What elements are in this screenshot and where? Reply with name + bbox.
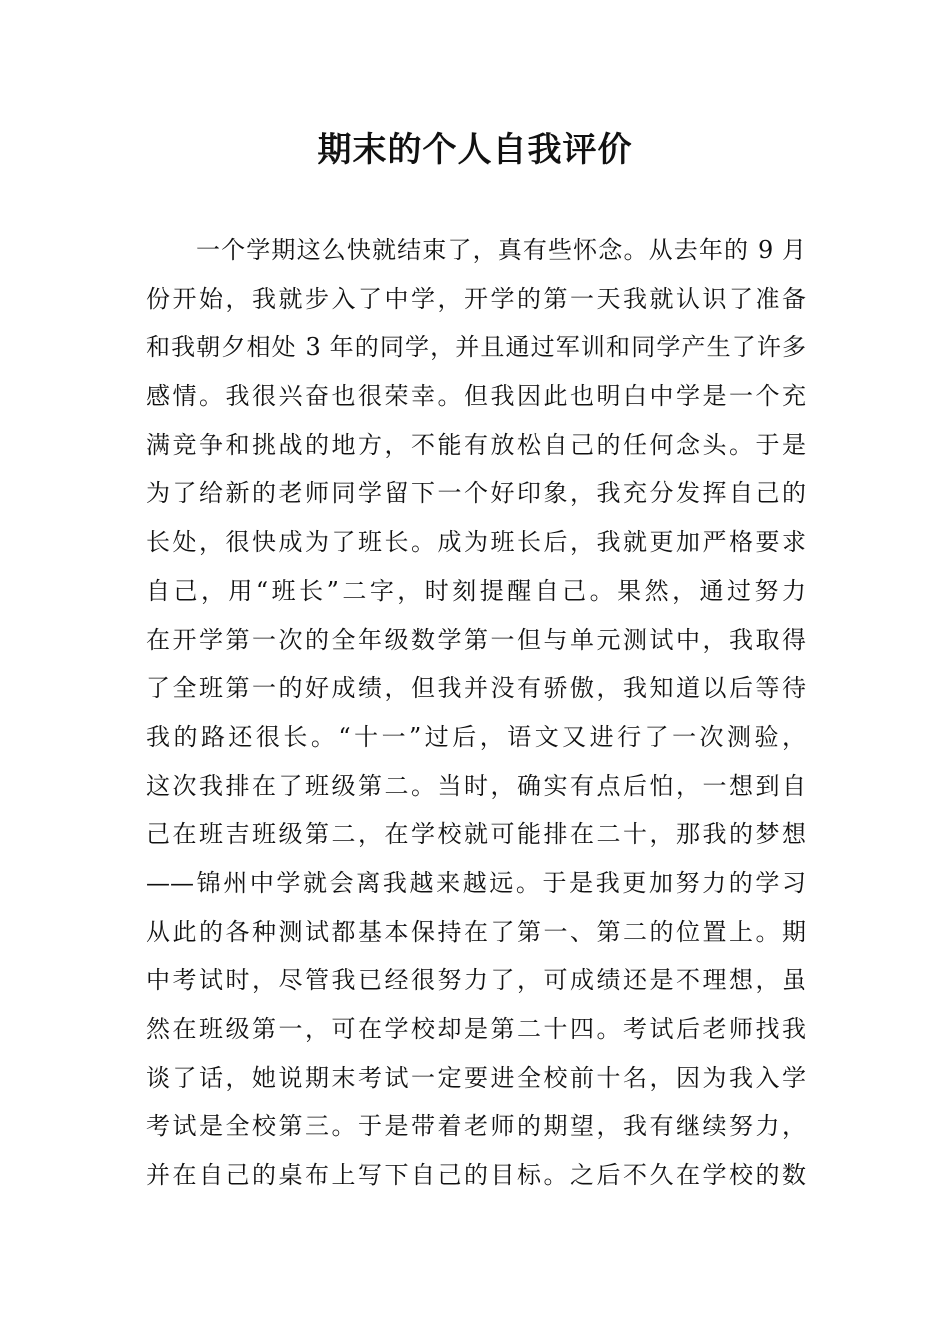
text-line: 长处，很快成为了班长。成为班长后，我就更加严格要求 (146, 528, 806, 557)
document-body (146, 226, 806, 1200)
text-line: 和我朝夕相处 3 年的同学，并且通过军训和同学产生了许多 (146, 333, 806, 362)
text-line: 谈了话，她说期末考试一定要进全校前十名，因为我入学 (146, 1063, 806, 1092)
text-line: 为了给新的老师同学留下一个好印象，我充分发挥自己的 (146, 479, 806, 508)
text-line: 满竞争和挑战的地方，不能有放松自己的任何念头。于是 (146, 430, 806, 459)
text-line: ——锦州中学就会离我越来越远。于是我更加努力的学习 (146, 868, 806, 897)
text-line: 并在自己的桌布上写下自己的目标。之后不久在学校的数 (146, 1161, 806, 1190)
text-line: 在开学第一次的全年级数学第一但与单元测试中，我取得 (146, 625, 806, 654)
document-title: 期末的个人自我评价 (317, 130, 633, 170)
text-line: 己在班吉班级第二，在学校就可能排在二十，那我的梦想 (146, 820, 806, 849)
text-line: 然在班级第一，可在学校却是第二十四。考试后老师找我 (146, 1015, 806, 1043)
text-line: 这次我排在了班级第二。当时，确实有点后怕，一想到自 (146, 771, 806, 800)
text-line: 从此的各种测试都基本保持在了第一、第二的位置上。期 (146, 917, 806, 946)
text-line: 自己，用“班长”二字，时刻提醒自己。果然，通过努力 (146, 576, 806, 605)
text-line: 一个学期这么快就结束了，真有些怀念。从去年的 9 月 (196, 236, 806, 264)
text-line: 了全班第一的好成绩，但我并没有骄傲，我知道以后等待 (146, 674, 806, 703)
text-line: 感情。我很兴奋也很荣幸。但我因此也明白中学是一个充 (146, 382, 806, 411)
text-line: 中考试时，尽管我已经很努力了，可成绩还是不理想，虽 (146, 966, 806, 995)
text-line: 份开始，我就步入了中学，开学的第一天我就认识了准备 (146, 284, 806, 313)
text-line: 考试是全校第三。于是带着老师的期望，我有继续努力， (146, 1112, 806, 1141)
text-line: 我的路还很长。“十一”过后，语文又进行了一次测验， (146, 722, 806, 751)
